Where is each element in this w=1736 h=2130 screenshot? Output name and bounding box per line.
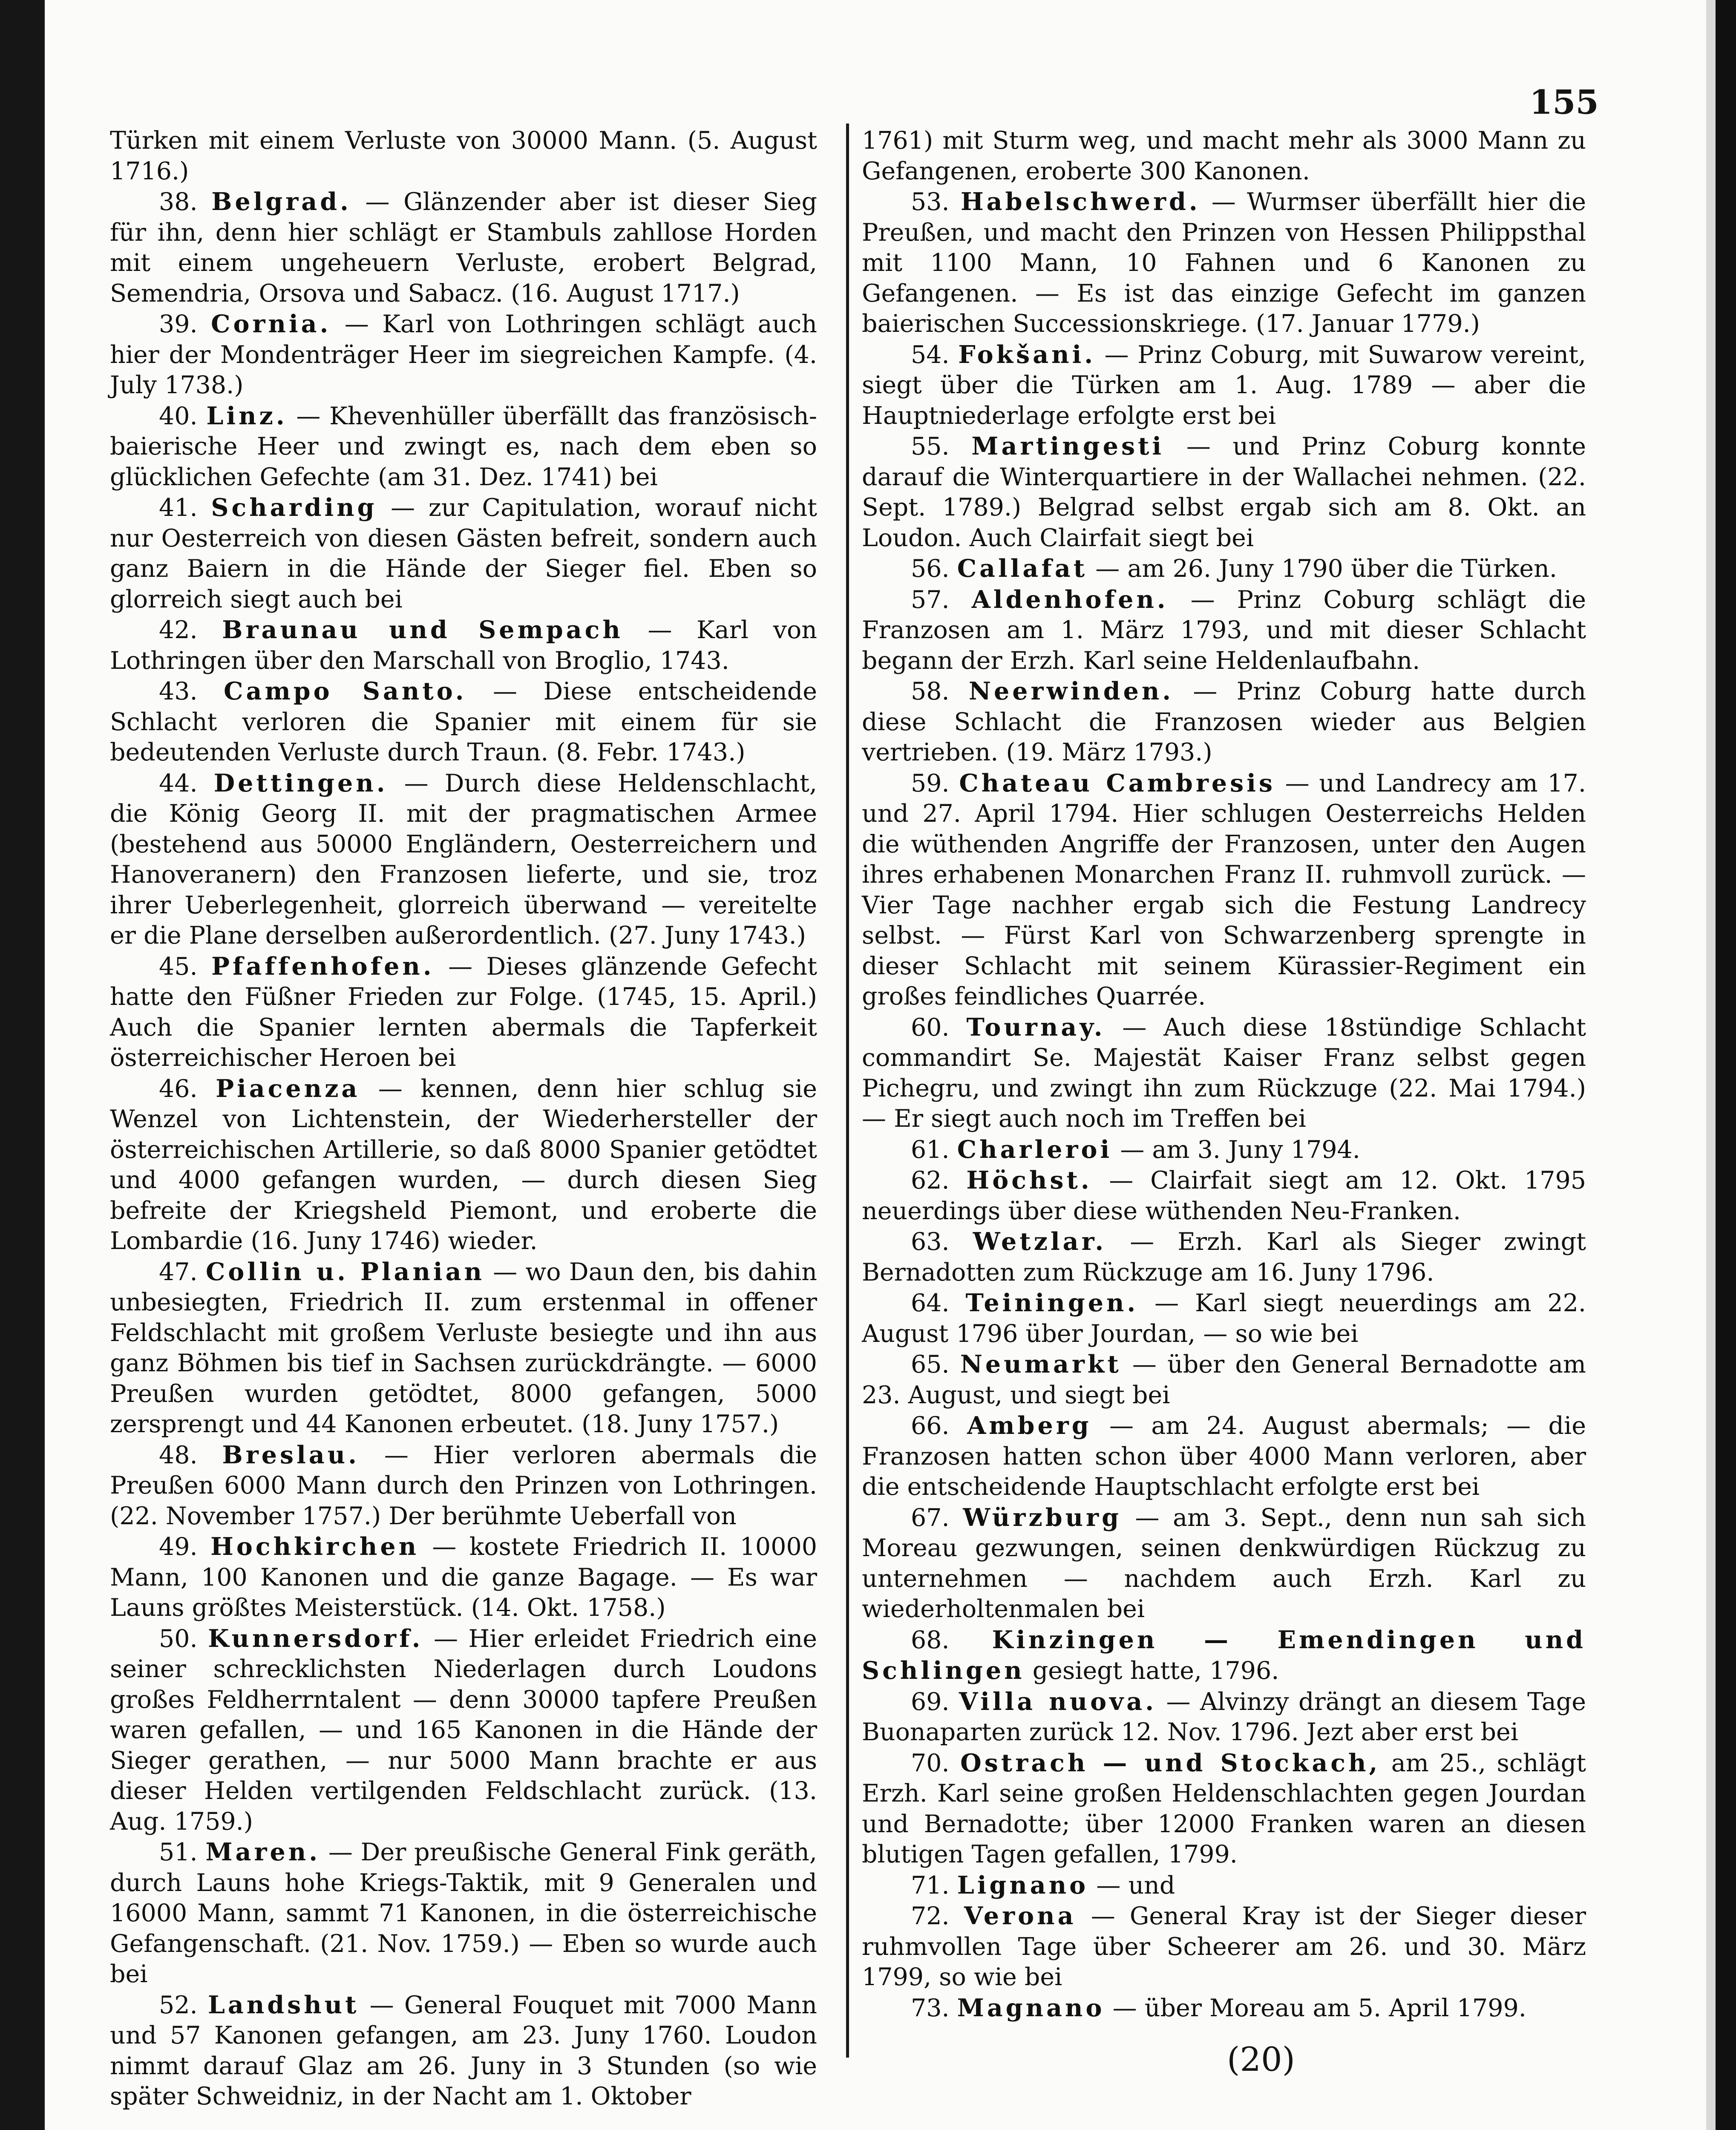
entry-number: 54. — [911, 340, 950, 369]
entry-text: — Diese entscheidende Schlacht verloren die Spanier mit einem für sie bedeutenden Verluste durch Traun. (8. Febr. 1743.) — [110, 677, 817, 766]
entry-paragraph — [862, 676, 1586, 768]
entry-number: 65. — [911, 1350, 950, 1379]
page-edge-right — [1706, 0, 1716, 2130]
entry-text: — am 3. Sept., denn nun sah sich Moreau gezwungen, seinen denkwürdigen Rückzug zu unternehmen — nachdem auch Erzh. Karl zu wiederholtenmalen bei — [862, 1503, 1586, 1623]
entry-paragraph — [862, 1870, 1586, 1901]
entry-text: — und Prinz Coburg konnte darauf die Winterquartiere in der Wallachei nehmen. (22. Sept. 1789.) Belgrad selbst ergab sich am 8. Okt. an Loudon. Auch Clairfait siegt bei — [862, 432, 1586, 552]
entry-number: 40. — [159, 402, 198, 430]
entry-text: gesiegt hatte, 1796. — [1032, 1657, 1279, 1685]
battle-place: Maren. — [205, 1838, 321, 1866]
entry-number: 59. — [911, 769, 950, 797]
entry-number: 45. — [159, 952, 198, 981]
scan-border-right — [1716, 0, 1736, 2130]
entry-number: 47. — [159, 1258, 198, 1286]
entry-paragraph — [110, 1837, 817, 1990]
entry-paragraph — [110, 615, 817, 676]
battle-place: Chateau Cambresis — [959, 769, 1275, 797]
page-number: 155 — [1529, 83, 1599, 122]
entry-text: — am 24. August abermals; — die Franzosen hatten schon über 4000 Mann verloren, aber die entscheidende Hauptschlacht erfolgte erst bei — [862, 1412, 1586, 1501]
entry-text: — General Fouquet mit 7000 Mann und 57 Kanonen gefangen, am 23. Juny 1760. Loudon nimmt darauf Glaz am 26. Juny in 3 Stunden (so wie später Schweidniz, in der Nacht am 1. Oktober — [110, 1991, 818, 2110]
entry-number: 61. — [911, 1135, 950, 1164]
battle-place: Pfaffenhofen. — [211, 952, 435, 981]
battle-place: Charleroi — [957, 1135, 1113, 1164]
battle-place: Collin u. Planian — [205, 1257, 485, 1286]
battle-place: Landshut — [207, 1990, 360, 2019]
entry-paragraph — [862, 1226, 1586, 1288]
entry-number: 49. — [159, 1533, 198, 1561]
entry-text: — Prinz Coburg, mit Suwarow vereint, siegt über die Türken am 1. Aug. 1789 — aber die Hauptniederlage erfolgte erst bei — [862, 340, 1586, 430]
entry-number: 56. — [911, 555, 950, 583]
entry-number: 63. — [911, 1228, 950, 1256]
entry-text: — Hier verloren abermals die Preußen 6000 Mann durch den Prinzen von Lothringen. (22. November 1757.) Der berühmte Ueberfall von — [110, 1441, 817, 1530]
entry-text: — kostete Friedrich II. 10000 Mann, 100 Kanonen und die ganze Bagage. — Es war Launs größtes Meisterstück. (14. Okt. 1758.) — [110, 1533, 817, 1622]
entry-number: 53. — [911, 188, 950, 216]
entry-text: — Clairfait siegt am 12. Okt. 1795 neuerdings über diese wüthenden Neu-Franken. — [862, 1166, 1586, 1225]
entry-text: — Prinz Coburg hatte durch diese Schlacht die Franzosen wieder aus Belgien vertrieben. (19. März 1793.) — [862, 677, 1586, 766]
entry-text: — am 3. Juny 1794. — [1120, 1135, 1360, 1164]
battle-place: Amberg — [967, 1411, 1092, 1440]
entry-number: 71. — [911, 1871, 950, 1900]
entry-paragraph — [862, 584, 1586, 676]
entry-number: 44. — [159, 769, 198, 797]
entry-text: — Karl von Lothringen schlägt auch hier der Mondenträger Heer im siegreichen Kampfe. (4. July 1738.) — [110, 310, 817, 399]
battle-place: Tournay. — [966, 1013, 1106, 1042]
entry-paragraph — [862, 1993, 1586, 2024]
entry-paragraph — [862, 1165, 1586, 1226]
battle-place: Linz. — [206, 401, 288, 430]
entry-paragraph — [862, 431, 1586, 553]
entry-number: 73. — [911, 1994, 950, 2022]
entry-paragraph — [862, 187, 1586, 340]
battle-place: Braunau und Sempach — [222, 616, 623, 644]
entry-paragraph — [862, 340, 1586, 432]
entry-number: 42. — [159, 616, 198, 644]
entry-number: 66. — [911, 1412, 950, 1440]
scan-border-left — [0, 0, 45, 2130]
entry-text: — Der preußische General Fink geräth, durch Launs hohe Kriegs-Taktik, mit 9 Generalen und 16000 Mann, sammt 71 Kanonen, in die österreichische Gefangenschaft. (21. Nov. 1759.) — Eben so wurde auch bei — [110, 1838, 817, 1988]
battle-place: Piacenza — [216, 1074, 360, 1103]
entry-text: am 25., schlägt Erzh. Karl seine großen Heldenschlachten gegen Jourdan und Bernadotte; über 12000 Franken waren an diesen blutigen Tagen gefallen, 1799. — [862, 1749, 1586, 1868]
entry-paragraph — [862, 768, 1586, 1012]
entry-paragraph — [110, 1531, 817, 1623]
battle-place: Villa nuova. — [959, 1687, 1157, 1716]
entry-text: — über Moreau am 5. April 1799. — [1112, 1994, 1526, 2022]
battle-place: Teiningen. — [965, 1289, 1139, 1317]
entry-number: 64. — [911, 1289, 950, 1317]
entry-paragraph — [110, 401, 817, 493]
entry-paragraph — [110, 951, 817, 1074]
entry-text: — General Kray ist der Sieger dieser ruhmvollen Tage über Scheerer am 26. und 30. März 1799, so wie bei — [862, 1902, 1586, 1991]
entry-number: 39. — [159, 310, 198, 338]
entry-paragraph — [110, 309, 817, 401]
entry-number: 72. — [911, 1902, 950, 1930]
battle-place: Neumarkt — [960, 1350, 1122, 1379]
entry-text: — Wurmser überfällt hier die Preußen, und macht den Prinzen von Hessen Philippsthal mit 1100 Mann, 10 Fahnen und 6 Kanonen zu Gefangenen. — Es ist das einzige Gefecht im ganzen baierischen Successionskriege. (17. Januar 1779.) — [862, 188, 1586, 338]
entry-paragraph — [862, 1012, 1586, 1134]
entry-text: — Karl siegt neuerdings am 22. August 1796 über Jourdan, — so wie bei — [862, 1289, 1586, 1348]
entry-number: 62. — [911, 1166, 950, 1195]
signature-mark: (20) — [1227, 2041, 1296, 2079]
entry-number: 43. — [159, 677, 198, 705]
entry-text: — und Landrecy am 17. und 27. April 1794. Hier schlugen Oesterreichs Helden die wüthenden Angriffe der Franzosen, unter den Augen ihres erhabenen Monarchen Franz II. ruhmvoll zurück. — Vier Tage nachher ergab sich die Festung Landrecy selbst. — Fürst Karl von Schwarzenberg sprengte in dieser Schlacht mit seinem Kürassier-Regiment ein großes feindliches Quarrée. — [862, 769, 1586, 1010]
battle-place: Hochkirchen — [210, 1532, 420, 1561]
column-divider — [846, 124, 849, 2058]
entry-paragraph — [110, 492, 817, 615]
entry-number: 50. — [159, 1624, 198, 1653]
battle-place: Kunnersdorf. — [208, 1624, 423, 1653]
right-column — [862, 126, 1586, 2024]
battle-place: Belgrad. — [211, 187, 351, 216]
entry-text: — Prinz Coburg schlägt die Franzosen am 1. März 1793, und mit dieser Schlacht begann der Erzh. Karl seine Heldenlaufbahn. — [862, 585, 1586, 675]
battle-place: Ostrach — und Stockach, — [960, 1748, 1381, 1777]
battle-place: Wetzlar. — [973, 1227, 1107, 1256]
entry-paragraph — [110, 1623, 817, 1837]
entry-number: 48. — [159, 1441, 198, 1469]
battle-place: Fokšani. — [958, 340, 1096, 369]
battle-place: Aldenhofen. — [971, 585, 1169, 614]
entry-paragraph — [110, 187, 817, 309]
battle-place: Würzburg — [963, 1503, 1122, 1532]
entry-paragraph — [862, 553, 1586, 584]
battle-place: Dettingen. — [213, 769, 388, 797]
entry-paragraph — [110, 1074, 817, 1257]
entry-number: 69. — [911, 1687, 950, 1716]
entry-text: — Durch diese Heldenschlacht, die König Georg II. mit der pragmatischen Armee (bestehend aus 50000 Engländern, Oesterreichern und Hanoveranern) den Franzosen lieferte, und sie, troz ihrer Ueberlegenheit, glorreich überwand — vereitelte er die Plane derselben außerordentlich. (27. Juny 1743.) — [110, 769, 817, 950]
entry-number: 38. — [159, 188, 198, 216]
entry-paragraph — [862, 1288, 1586, 1349]
entry-number: 46. — [159, 1074, 198, 1103]
entry-number: 58. — [911, 677, 950, 705]
entry-text: — am 26. Juny 1790 über die Türken. — [1095, 555, 1557, 583]
entry-text: — zur Capitulation, worauf nicht nur Oesterreich von diesen Gästen befreit, sondern auch ganz Baiern in die Hände der Sieger fiel. Eben so glorreich siegt auch bei — [110, 494, 817, 613]
battle-place: Campo Santo. — [224, 677, 467, 705]
left-column — [110, 126, 817, 2112]
entry-number: 55. — [911, 432, 950, 461]
entry-text: — Erzh. Karl als Sieger zwingt Bernadotten zum Rückzuge am 16. Juny 1796. — [862, 1228, 1586, 1287]
entry-text: — Alvinzy drängt an diesem Tage Buonaparten zurück 12. Nov. 1796. Jezt aber erst bei — [862, 1687, 1586, 1746]
entry-number: 41. — [159, 494, 198, 522]
battle-place: Cornia. — [211, 310, 331, 338]
entry-paragraph — [862, 1748, 1586, 1870]
entry-paragraph — [110, 768, 817, 951]
entry-paragraph — [862, 1134, 1586, 1166]
entry-paragraph — [862, 1410, 1586, 1503]
entry-paragraph — [110, 126, 817, 187]
battle-place: Verona — [964, 1902, 1077, 1930]
entry-number: 51. — [159, 1838, 198, 1866]
entry-number: 57. — [911, 585, 950, 614]
entry-text: Türken mit einem Verluste von 30000 Mann. (5. August 1716.) — [110, 127, 817, 185]
battle-place: Lignano — [957, 1871, 1089, 1900]
battle-place: Neerwinden. — [968, 677, 1174, 705]
entry-paragraph — [862, 126, 1586, 187]
battle-place: Magnano — [957, 1993, 1105, 2022]
entry-text: — und — [1096, 1871, 1175, 1900]
entry-text: — Khevenhüller überfällt das französisch-baierische Heer und zwingt es, nach dem eben so glücklichen Gefechte (am 31. Dez. 1741) bei — [110, 402, 818, 491]
battle-place: Scharding — [211, 493, 377, 522]
battle-place: Martingesti — [971, 432, 1165, 461]
entry-text: — Dieses glänzende Gefecht hatte den Füßner Frieden zur Folge. (1745, 15. April.) Auch die Spanier lernten abermals die Tapferkeit österreichischer Heroen bei — [110, 952, 817, 1072]
entry-paragraph — [110, 1257, 817, 1440]
entry-text: — Karl von Lothringen über den Marschall von Broglio, 1743. — [110, 616, 817, 675]
entry-text: — kennen, denn hier schlug sie Wenzel von Lichtenstein, der Wiederhersteller der österreichischen Artillerie, so daß 8000 Spanier getödtet und 4000 gefangen wurden, — durch diesen Sieg befreite der Kriegsheld Piemont, und eroberte die Lombardie (16. Juny 1746) wieder. — [110, 1074, 817, 1255]
entry-number: 60. — [911, 1013, 950, 1042]
battle-place: Kinzingen — Emendingen und Schlingen — [862, 1625, 1586, 1685]
entry-text: — wo Daun den, bis dahin unbesiegten, Friedrich II. zum erstenmal in offener Feldschlacht mit großem Verluste besiegte und ihn aus ganz Böhmen bis tief in Sachsen zurückdrängte. — 6000 Preußen wurden getödtet, 8000 gefangen, 5000 zersprengt und 44 Kanonen erbeutet. (18. Juny 1757.) — [110, 1258, 817, 1438]
entry-text: — Auch diese 18stündige Schlacht commandirt Se. Majestät Kaiser Franz selbst gegen Pichegru, und zwingt ihn zum Rückzuge (22. Mai 1794.) — Er siegt auch noch im Treffen bei — [862, 1013, 1586, 1133]
battle-place: Höchst. — [966, 1166, 1092, 1195]
entry-paragraph — [862, 1901, 1586, 1993]
entry-paragraph — [862, 1625, 1586, 1687]
entry-text: — über den General Bernadotte am 23. August, und siegt bei — [862, 1350, 1586, 1409]
battle-place: Breslau. — [222, 1440, 360, 1469]
entry-number: 52. — [159, 1991, 198, 2019]
entry-number: 67. — [911, 1503, 950, 1532]
entry-paragraph — [110, 1440, 817, 1532]
entry-paragraph — [862, 1349, 1586, 1410]
entry-text: — Glänzender aber ist dieser Sieg für ihn, denn hier schlägt er Stambuls zahllose Horden mit einem ungeheuern Verluste, erobert Belgrad, Semendria, Orsova und Sabacz. (16. August 1717.) — [110, 188, 818, 308]
entry-number: 68. — [911, 1626, 950, 1654]
entry-number: 70. — [911, 1749, 950, 1777]
battle-place: Habelschwerd. — [960, 187, 1201, 216]
entry-paragraph — [862, 1503, 1586, 1625]
entry-paragraph — [110, 1990, 817, 2112]
entry-paragraph — [862, 1687, 1586, 1748]
entry-paragraph — [110, 676, 817, 768]
battle-place: Callafat — [957, 554, 1088, 583]
entry-text: — Hier erleidet Friedrich eine seiner schrecklichsten Niederlagen durch Loudons großes Feldherrntalent — denn 30000 tapfere Preußen waren gefallen, — und 165 Kanonen in die Hände der Sieger gerathen, — nur 5000 Mann brachte er aus dieser Helden vertilgenden Feldschlacht zurück. (13. Aug. 1759.) — [110, 1624, 817, 1836]
entry-text: 1761) mit Sturm weg, und macht mehr als 3000 Mann zu Gefangenen, eroberte 300 Kanonen. — [862, 127, 1586, 185]
